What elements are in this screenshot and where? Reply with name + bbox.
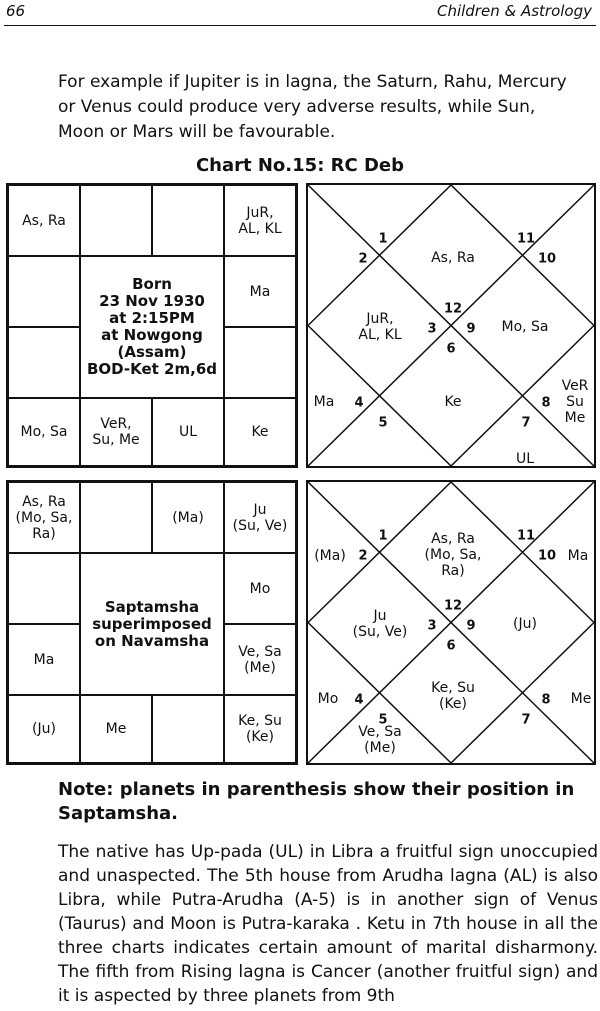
birth-details: Born 23 Nov 1930 at 2:15PM at Nowgong (Assam) BOD-Ket 2m,6d [80, 256, 224, 398]
house-number: 5 [378, 415, 388, 431]
house-occupants: As, Ra (Mo, Sa, Ra) [424, 531, 482, 579]
house-occupants: VeR Su Me [561, 378, 589, 426]
chart-title: Chart No.15: RC Deb [195, 155, 405, 176]
rasi-cell [80, 185, 152, 256]
house-number: 11 [516, 231, 536, 247]
house-number: 9 [466, 618, 476, 634]
sapt-cell: Mo [224, 553, 296, 624]
house-number: 3 [427, 321, 437, 337]
house-number: 7 [521, 712, 531, 728]
house-number: 11 [516, 528, 536, 544]
house-number: 2 [358, 548, 368, 564]
house-number: 1 [378, 231, 388, 247]
house-occupants: JuR, AL, KL [358, 311, 402, 343]
rasi-cell: As, Ra [8, 185, 80, 256]
house-occupants: UL [515, 451, 535, 467]
rasi-cell: UL [152, 398, 224, 466]
sapt-cell: Ju (Su, Ve) [224, 482, 296, 553]
sapt-cell [80, 482, 152, 553]
house-number: 4 [354, 692, 364, 708]
house-number: 2 [358, 251, 368, 267]
rasi-cell: Ke [224, 398, 296, 466]
house-number: 10 [537, 251, 557, 267]
page-number: 66 [6, 2, 26, 20]
rasi-cell [8, 327, 80, 398]
sapt-cell: Ve, Sa (Me) [224, 624, 296, 695]
saptamsha-south-chart [6, 480, 298, 765]
sapt-cell: (Ju) [8, 695, 80, 763]
house-occupants: Me [570, 691, 592, 707]
house-number: 12 [443, 598, 463, 614]
house-number: 7 [521, 415, 531, 431]
house-number: 8 [541, 395, 551, 411]
house-occupants: Ma [313, 394, 335, 410]
house-number: 12 [443, 301, 463, 317]
house-number: 5 [378, 712, 388, 728]
house-occupants: (Ma) [314, 548, 346, 564]
house-occupants: (Ju) [513, 616, 537, 632]
house-occupants: Ke, Su (Ke) [431, 680, 475, 712]
house-occupants: Mo [317, 691, 339, 707]
rasi-south-chart [6, 183, 298, 468]
sapt-cell: Ma [8, 624, 80, 695]
house-number: 6 [446, 341, 456, 357]
house-occupants: Ve, Sa (Me) [358, 724, 402, 756]
house-number: 10 [537, 548, 557, 564]
note: Note: planets in parenthesis show their position in Saptamsha. [58, 779, 575, 824]
house-occupants: Ma [567, 548, 589, 564]
house-occupants: Ke [444, 394, 462, 410]
house-number: 6 [446, 638, 456, 654]
sapt-cell: (Ma) [152, 482, 224, 553]
rasi-cell: JuR, AL, KL [224, 185, 296, 256]
saptamsha-north-chart [306, 480, 596, 765]
saptamsha-caption: Saptamsha superimposed on Navamsha [80, 553, 224, 695]
sapt-cell: As, Ra (Mo, Sa, Ra) [8, 482, 80, 553]
saptamsha-north-lines [308, 482, 594, 763]
rasi-cell: Mo, Sa [8, 398, 80, 466]
sapt-cell [152, 695, 224, 763]
house-occupants: As, Ra [431, 250, 475, 266]
house-number: 3 [427, 618, 437, 634]
book-title: Children & Astrology [436, 2, 592, 20]
body-paragraph: The native has Up-pada (UL) in Libra a fruitful sign unoccupied and unaspected. The 5th house from Arudha lagna (AL) is also Libra, while Putra-Arudha (A-5) is in another sign of Venus (Taurus) and Moon is Putra-karaka . Ketu in 7th house in all the three charts indicates certain amount of marital disharmony. The fifth from Rising lagna is Cancer (another fruitful sign) and it is aspected by three planets from 9th [58, 842, 598, 1006]
house-occupants: Mo, Sa [501, 319, 549, 335]
sapt-cell: Ke, Su (Ke) [224, 695, 296, 763]
rasi-north-lines [308, 185, 594, 466]
intro-paragraph: For example if Jupiter is in lagna, the Saturn, Rahu, Mercury or Venus could produce very adverse results, while Sun, Moon or Mars will be favourable. [58, 72, 567, 142]
house-number: 8 [541, 692, 551, 708]
house-number: 1 [378, 528, 388, 544]
header-rule [4, 25, 596, 26]
house-number: 4 [354, 395, 364, 411]
rasi-cell [152, 185, 224, 256]
rasi-cell [224, 327, 296, 398]
house-occupants: Ju (Su, Ve) [352, 608, 408, 640]
rasi-cell [8, 256, 80, 327]
sapt-cell [8, 553, 80, 624]
rasi-cell: Ma [224, 256, 296, 327]
rasi-cell: VeR, Su, Me [80, 398, 152, 466]
house-number: 9 [466, 321, 476, 337]
rasi-north-chart [306, 183, 596, 468]
sapt-cell: Me [80, 695, 152, 763]
